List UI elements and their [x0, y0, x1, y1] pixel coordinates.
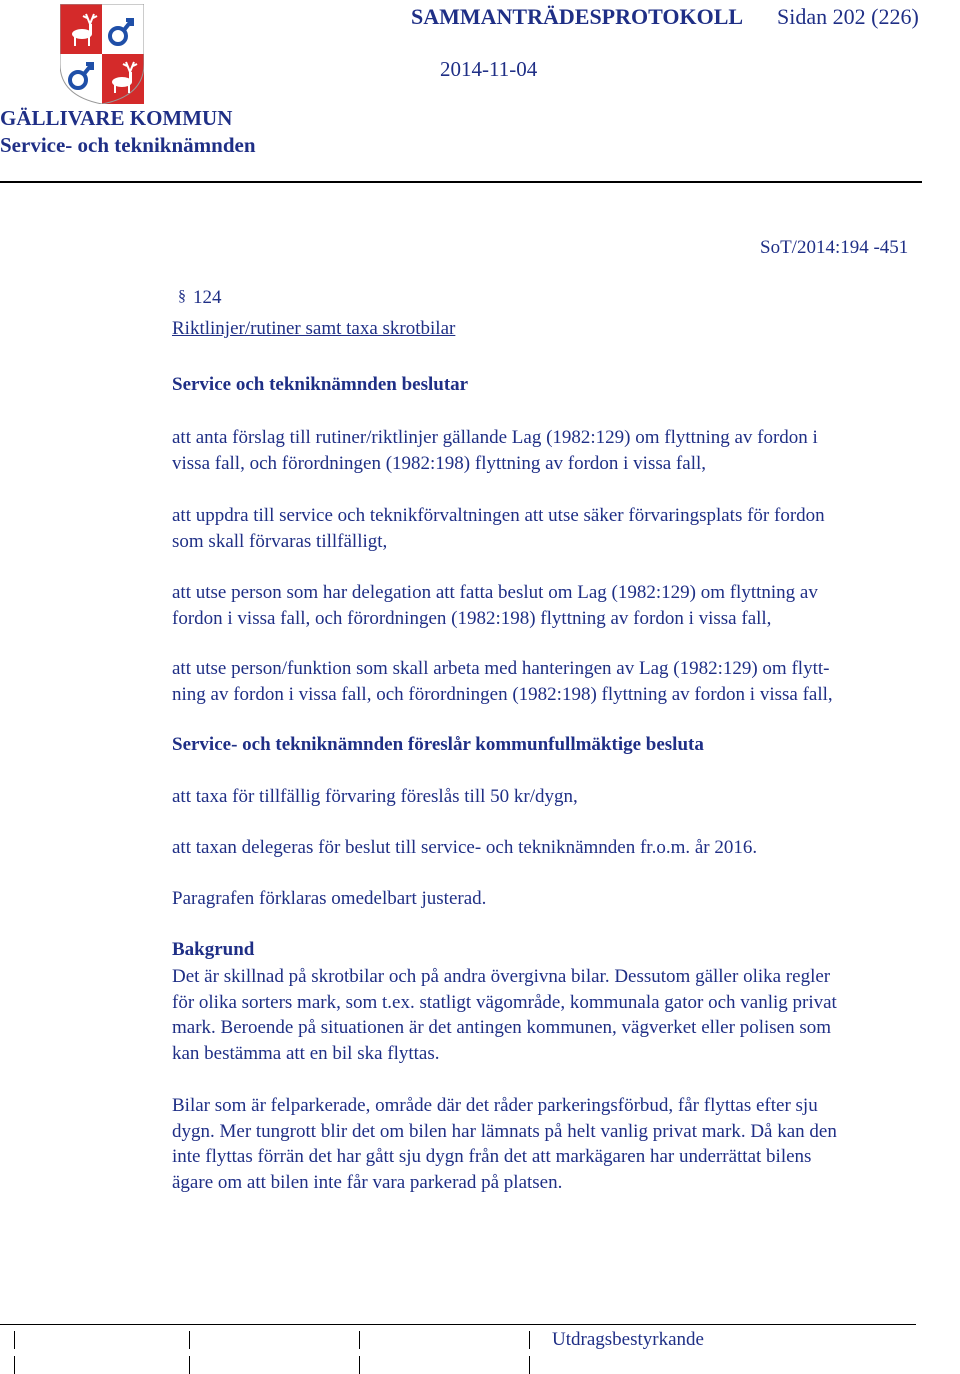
background-heading: Bakgrund: [172, 939, 255, 960]
text-line: fordon i vissa fall, och förordningen (1982:198) flyttning av fordon i vissa fall,: [172, 607, 772, 629]
text-line: Det är skillnad på skrotbilar och på andra övergivna bilar. Dessutom gäller olika regler: [172, 966, 831, 987]
document-title: SAMMANTRÄDESPROTOKOLL: [411, 4, 744, 29]
text-line: att uppdra till service och teknikförvaltningen att utse säker förvaringsplats för fordon: [172, 505, 825, 526]
decision-item: [172, 503, 942, 554]
signature-box-divider: [359, 1356, 360, 1374]
page-number: Sidan 202 (226): [777, 4, 919, 29]
text-line: att utse person som har delegation att fatta beslut om Lag (1982:129) om flyttning av: [172, 582, 818, 603]
decision-item: [172, 425, 942, 476]
section-title: Riktlinjer/rutiner samt taxa skrotbilar: [172, 318, 456, 339]
section-number: 124: [193, 287, 222, 308]
case-reference: SoT/2014:194 -451: [760, 237, 909, 258]
background-paragraph: [172, 1093, 942, 1195]
text-line: att anta förslag till rutiner/riktlinjer gällande Lag (1982:129) om flyttning av fordon i: [172, 427, 818, 448]
organization-name: GÄLLIVARE KOMMUN: [0, 106, 233, 130]
decision-item: [172, 580, 942, 631]
signature-box-divider: [529, 1331, 530, 1349]
text-line: vissa fall, och förordningen (1982:198) flyttning av fordon i vissa fall,: [172, 452, 707, 474]
text-line: kan bestämma att en bil ska flyttas.: [172, 1042, 440, 1064]
text-line: ägare om att bilen inte får vara parkerad på platsen.: [172, 1171, 563, 1193]
meeting-date: 2014-11-04: [440, 57, 538, 81]
decision-heading: Service och tekniknämnden beslutar: [172, 374, 469, 395]
adjustment-note: Paragrafen förklaras omedelbart justerad.: [172, 888, 487, 909]
proposal-item: att taxa för tillfällig förvaring föreslås till 50 kr/dygn,: [172, 786, 578, 807]
text-line: för olika sorters mark, som t.ex. statligt vägområde, kommunala gator och vanlig privat: [172, 991, 837, 1013]
signature-box-divider: [529, 1356, 530, 1374]
certificate-label: Utdragsbestyrkande: [552, 1329, 704, 1350]
text-line: ning av fordon i vissa fall, och förordningen (1982:198) flyttning av fordon i vissa fall,: [172, 683, 833, 705]
signature-box-divider: [189, 1356, 190, 1374]
text-line: Bilar som är felparkerade, område där det råder parkeringsförbud, får flyttas efter sju: [172, 1095, 818, 1116]
section-symbol: §: [178, 288, 186, 305]
proposal-item: att taxan delegeras för beslut till service- och tekniknämnden fr.o.m. år 2016.: [172, 837, 758, 858]
header-divider: [0, 181, 922, 183]
decision-item: [172, 656, 942, 707]
proposal-heading: Service- och tekniknämnden föreslår kommunfullmäktige besluta: [172, 734, 704, 755]
text-line: dygn. Mer tungrott blir det om bilen har lämnats på helt vanlig privat mark. Då kan den: [172, 1120, 837, 1142]
signature-box-divider: [14, 1356, 15, 1374]
text-line: som skall förvaras tillfälligt,: [172, 530, 388, 552]
footer-divider: [0, 1324, 916, 1325]
text-line: mark. Beroende på situationen är det antingen kommunen, vägverket eller polisen som: [172, 1017, 831, 1038]
text-line: inte flyttas förrän det har gått sju dygn från det att markägaren har underrättat bilens: [172, 1146, 812, 1167]
signature-box-divider: [189, 1331, 190, 1349]
text-line: att utse person/funktion som skall arbeta med hanteringen av Lag (1982:129) om flytt-: [172, 658, 830, 679]
committee-name: Service- och tekniknämnden: [0, 133, 256, 157]
municipality-coat-of-arms: [60, 4, 144, 104]
background-paragraph: [172, 964, 942, 1066]
signature-box-divider: [14, 1331, 15, 1349]
signature-box-divider: [359, 1331, 360, 1349]
